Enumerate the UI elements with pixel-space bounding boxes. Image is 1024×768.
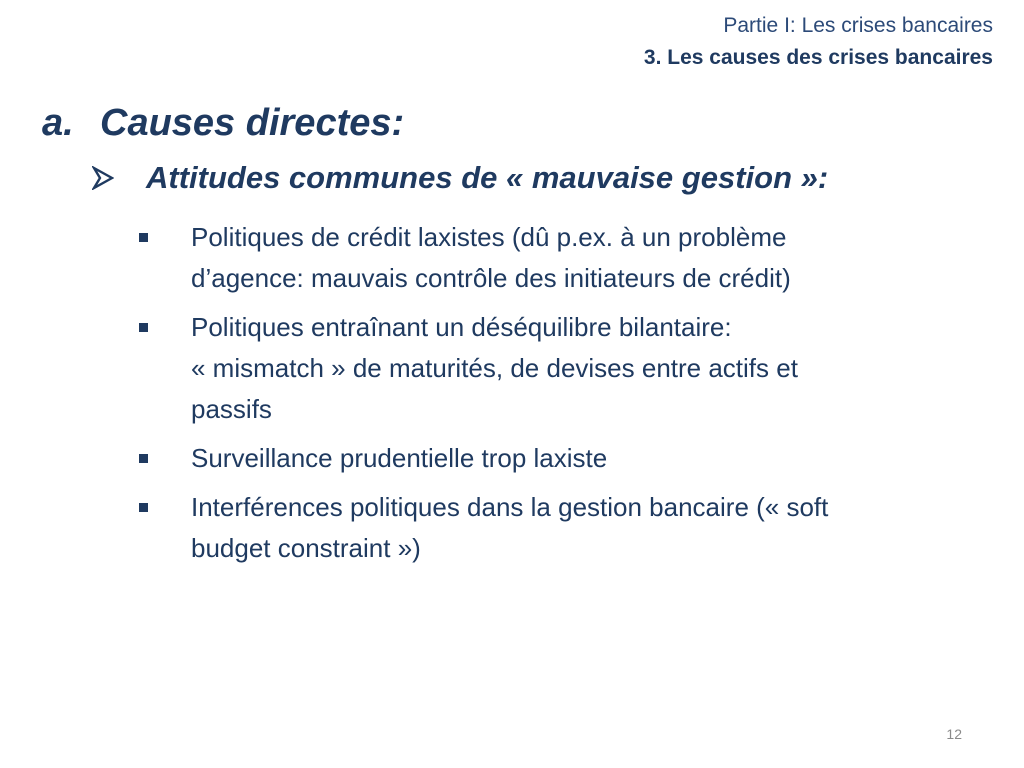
page-number: 12: [946, 726, 962, 742]
heading-title: Causes directes:: [100, 102, 405, 144]
heading-marker: a.: [42, 102, 74, 144]
bullet-text: [191, 438, 993, 479]
slide-header: [644, 10, 993, 74]
bullet-line: Interférences politiques dans la gestion bancaire (« soft: [191, 492, 829, 522]
square-bullet-icon: [133, 217, 191, 258]
list-item: [133, 217, 993, 299]
header-section: 3. Les causes des crises bancaires: [643, 46, 993, 69]
bullet-line: Politiques de crédit laxistes (dû p.ex. à un problème: [191, 222, 787, 252]
bullet-line: budget constraint »): [191, 533, 421, 563]
list-item: [133, 307, 993, 430]
arrow-right-icon: [92, 166, 146, 190]
bullet-list: [133, 217, 993, 577]
subheading-title: Attitudes communes de « mauvaise gestion »:: [146, 160, 829, 195]
bullet-line: d’agence: mauvais contrôle des initiateurs de crédit): [191, 263, 791, 293]
square-bullet-icon: [133, 487, 191, 528]
bullet-text: [191, 307, 993, 430]
bullet-line: Surveillance prudentielle trop laxiste: [191, 443, 608, 473]
square-bullet-icon: [133, 438, 191, 479]
list-item: [133, 487, 993, 569]
bullet-line: « mismatch » de maturités, de devises entre actifs et: [191, 353, 798, 383]
subheading-attitudes: [92, 160, 828, 196]
list-item: [133, 438, 993, 479]
square-bullet-icon: [133, 307, 191, 348]
bullet-line: Politiques entraînant un déséquilibre bilantaire:: [191, 312, 732, 342]
bullet-text: [191, 217, 993, 299]
heading-causes-directes: [42, 102, 404, 145]
bullet-line: passifs: [191, 394, 272, 424]
header-partie: Partie I: Les crises bancaires: [723, 14, 993, 37]
bullet-text: [191, 487, 993, 569]
